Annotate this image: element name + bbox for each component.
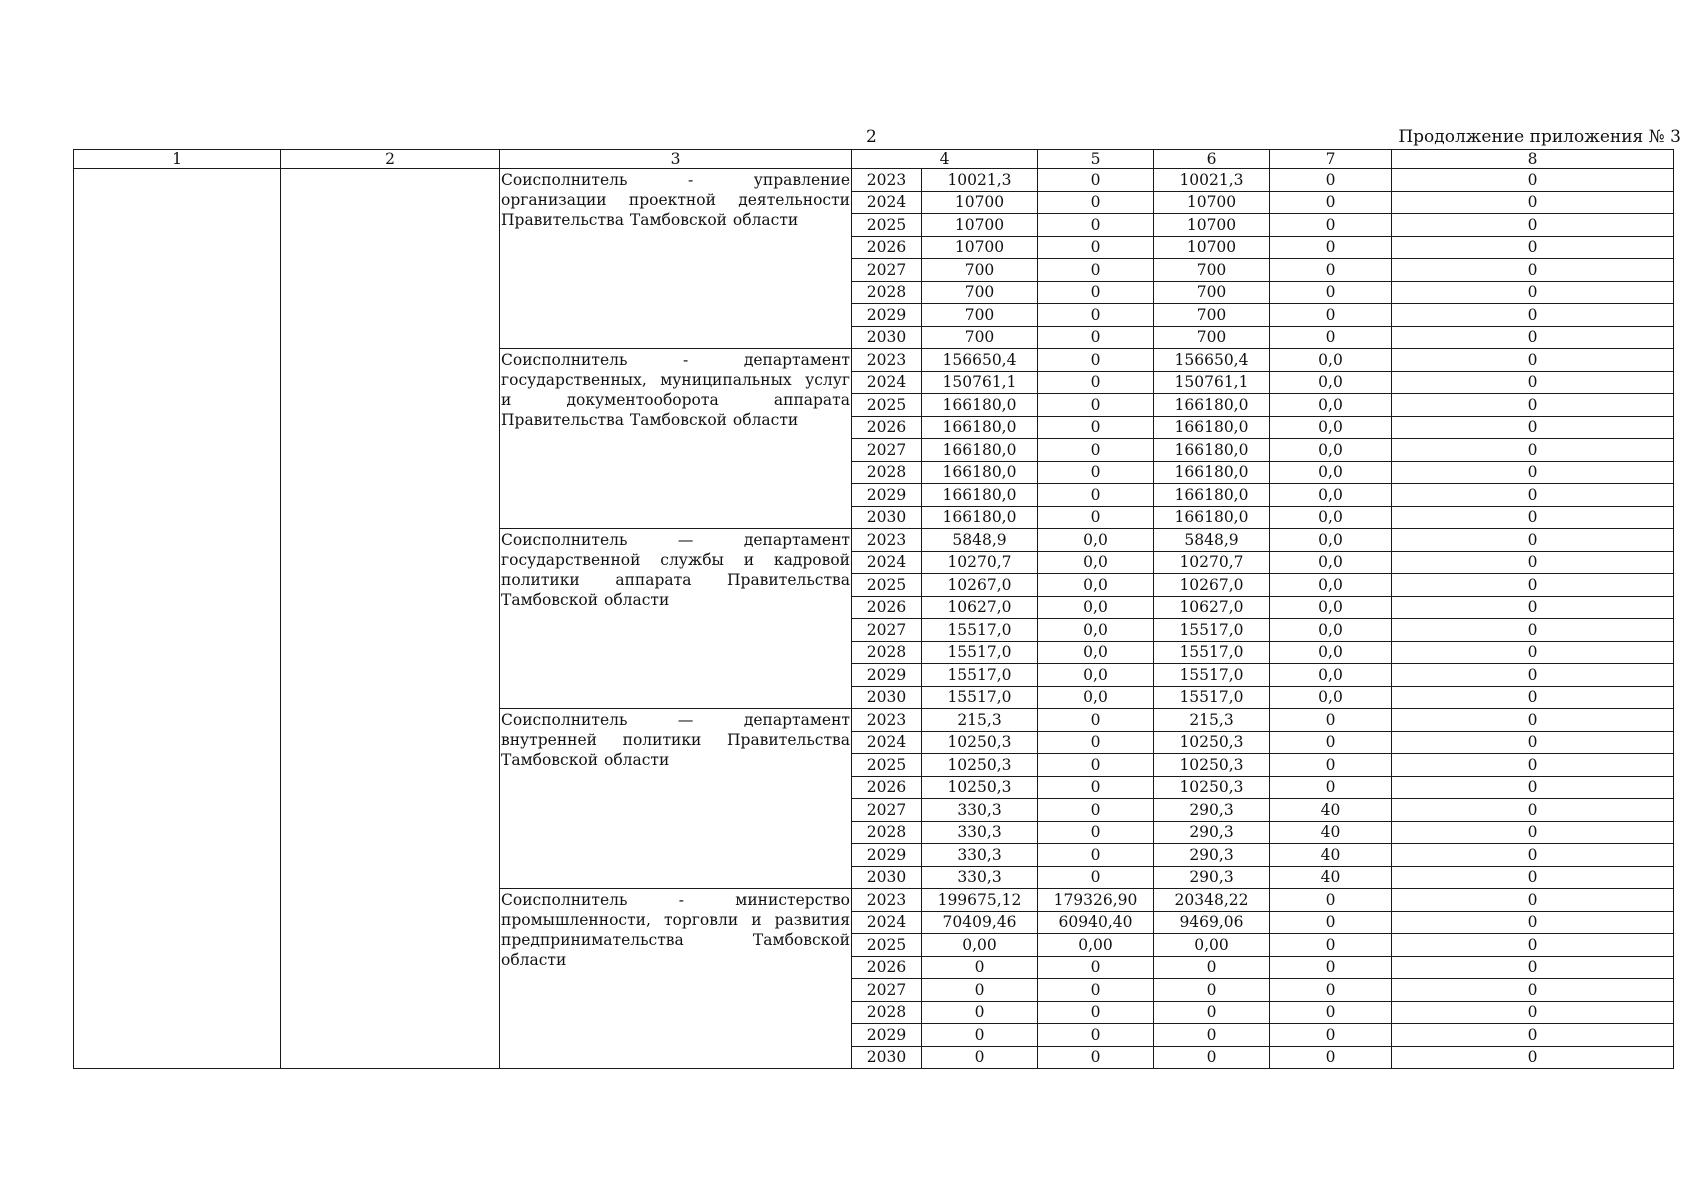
- federal-budget-cell: 60940,40: [1038, 911, 1154, 934]
- year-cell: 2025: [852, 394, 922, 417]
- federal-budget-cell: 0: [1038, 349, 1154, 372]
- federal-budget-cell: 0: [1038, 1001, 1154, 1024]
- local-budget-cell: 0,0: [1270, 664, 1392, 687]
- extrabudgetary-cell: 0: [1392, 754, 1674, 777]
- local-budget-cell: 40: [1270, 799, 1392, 822]
- total-cell: 5848,9: [922, 529, 1038, 552]
- federal-budget-cell: 0: [1038, 236, 1154, 259]
- regional-budget-cell: 290,3: [1154, 866, 1270, 889]
- federal-budget-cell: 0: [1038, 754, 1154, 777]
- local-budget-cell: 0,0: [1270, 574, 1392, 597]
- funding-table: [73, 149, 1674, 1069]
- year-cell: 2026: [852, 416, 922, 439]
- federal-budget-cell: 0: [1038, 394, 1154, 417]
- regional-budget-cell: 215,3: [1154, 709, 1270, 732]
- total-cell: 0: [922, 1024, 1038, 1047]
- year-cell: 2030: [852, 686, 922, 709]
- extrabudgetary-cell: 0: [1392, 169, 1674, 192]
- extrabudgetary-cell: 0: [1392, 709, 1674, 732]
- federal-budget-cell: 0: [1038, 956, 1154, 979]
- column-1-cell: [74, 169, 281, 1069]
- total-cell: 330,3: [922, 799, 1038, 822]
- local-budget-cell: 0: [1270, 889, 1392, 912]
- year-cell: 2023: [852, 889, 922, 912]
- extrabudgetary-cell: 0: [1392, 641, 1674, 664]
- local-budget-cell: 0,0: [1270, 619, 1392, 642]
- local-budget-cell: 0: [1270, 169, 1392, 192]
- regional-budget-cell: 0: [1154, 956, 1270, 979]
- year-cell: 2023: [852, 709, 922, 732]
- extrabudgetary-cell: 0: [1392, 776, 1674, 799]
- regional-budget-cell: 9469,06: [1154, 911, 1270, 934]
- regional-budget-cell: 10700: [1154, 191, 1270, 214]
- local-budget-cell: 0,0: [1270, 686, 1392, 709]
- total-cell: 700: [922, 259, 1038, 282]
- federal-budget-cell: 0: [1038, 799, 1154, 822]
- federal-budget-cell: 0,0: [1038, 574, 1154, 597]
- year-cell: 2025: [852, 934, 922, 957]
- regional-budget-cell: 15517,0: [1154, 619, 1270, 642]
- local-budget-cell: 0: [1270, 754, 1392, 777]
- regional-budget-cell: 290,3: [1154, 799, 1270, 822]
- total-cell: 0,00: [922, 934, 1038, 957]
- table-header: [74, 150, 1674, 169]
- local-budget-cell: 0: [1270, 1024, 1392, 1047]
- regional-budget-cell: 166180,0: [1154, 506, 1270, 529]
- federal-budget-cell: 0: [1038, 821, 1154, 844]
- table-row: [74, 169, 1674, 192]
- local-budget-cell: 0: [1270, 731, 1392, 754]
- year-cell: 2028: [852, 641, 922, 664]
- local-budget-cell: 0: [1270, 979, 1392, 1002]
- total-cell: 700: [922, 281, 1038, 304]
- federal-budget-cell: 0: [1038, 169, 1154, 192]
- local-budget-cell: 0,0: [1270, 596, 1392, 619]
- extrabudgetary-cell: 0: [1392, 349, 1674, 372]
- total-cell: 0: [922, 979, 1038, 1002]
- extrabudgetary-cell: 0: [1392, 529, 1674, 552]
- extrabudgetary-cell: 0: [1392, 731, 1674, 754]
- total-cell: 15517,0: [922, 641, 1038, 664]
- extrabudgetary-cell: 0: [1392, 979, 1674, 1002]
- extrabudgetary-cell: 0: [1392, 236, 1674, 259]
- extrabudgetary-cell: 0: [1392, 394, 1674, 417]
- regional-budget-cell: 0: [1154, 1046, 1270, 1069]
- year-cell: 2023: [852, 349, 922, 372]
- local-budget-cell: 0,0: [1270, 641, 1392, 664]
- year-cell: 2028: [852, 1001, 922, 1024]
- federal-budget-cell: 0: [1038, 326, 1154, 349]
- extrabudgetary-cell: 0: [1392, 574, 1674, 597]
- extrabudgetary-cell: 0: [1392, 619, 1674, 642]
- year-cell: 2023: [852, 529, 922, 552]
- regional-budget-cell: 700: [1154, 259, 1270, 282]
- regional-budget-cell: 10700: [1154, 236, 1270, 259]
- year-cell: 2025: [852, 574, 922, 597]
- total-cell: 10021,3: [922, 169, 1038, 192]
- page-number: 2: [866, 127, 877, 147]
- federal-budget-cell: 179326,90: [1038, 889, 1154, 912]
- extrabudgetary-cell: 0: [1392, 821, 1674, 844]
- year-cell: 2026: [852, 236, 922, 259]
- federal-budget-cell: 0,0: [1038, 619, 1154, 642]
- total-cell: 700: [922, 304, 1038, 327]
- co-executor-description: Соисполнитель — департамент внутренней политики Правительства Тамбовской области: [500, 709, 852, 889]
- total-cell: 10700: [922, 191, 1038, 214]
- column-number-5: 5: [1038, 150, 1154, 169]
- local-budget-cell: 0,0: [1270, 371, 1392, 394]
- extrabudgetary-cell: 0: [1392, 934, 1674, 957]
- regional-budget-cell: 290,3: [1154, 844, 1270, 867]
- total-cell: 10700: [922, 236, 1038, 259]
- year-cell: 2030: [852, 1046, 922, 1069]
- federal-budget-cell: 0: [1038, 461, 1154, 484]
- extrabudgetary-cell: 0: [1392, 214, 1674, 237]
- appendix-continuation-label: Продолжение приложения № 3: [1398, 127, 1681, 147]
- regional-budget-cell: 10021,3: [1154, 169, 1270, 192]
- federal-budget-cell: 0: [1038, 304, 1154, 327]
- column-number-3: 3: [500, 150, 852, 169]
- local-budget-cell: 0: [1270, 956, 1392, 979]
- year-cell: 2030: [852, 326, 922, 349]
- regional-budget-cell: 15517,0: [1154, 641, 1270, 664]
- extrabudgetary-cell: 0: [1392, 191, 1674, 214]
- regional-budget-cell: 10627,0: [1154, 596, 1270, 619]
- year-cell: 2030: [852, 866, 922, 889]
- extrabudgetary-cell: 0: [1392, 889, 1674, 912]
- total-cell: 166180,0: [922, 461, 1038, 484]
- extrabudgetary-cell: 0: [1392, 281, 1674, 304]
- extrabudgetary-cell: 0: [1392, 371, 1674, 394]
- local-budget-cell: 0: [1270, 304, 1392, 327]
- extrabudgetary-cell: 0: [1392, 259, 1674, 282]
- year-cell: 2030: [852, 506, 922, 529]
- year-cell: 2029: [852, 304, 922, 327]
- federal-budget-cell: 0,0: [1038, 664, 1154, 687]
- year-cell: 2027: [852, 799, 922, 822]
- total-cell: 215,3: [922, 709, 1038, 732]
- regional-budget-cell: 166180,0: [1154, 394, 1270, 417]
- local-budget-cell: 0,0: [1270, 439, 1392, 462]
- total-cell: 10267,0: [922, 574, 1038, 597]
- total-cell: 10700: [922, 214, 1038, 237]
- column-number-8: 8: [1392, 150, 1674, 169]
- federal-budget-cell: 0: [1038, 776, 1154, 799]
- local-budget-cell: 40: [1270, 844, 1392, 867]
- regional-budget-cell: 0,00: [1154, 934, 1270, 957]
- federal-budget-cell: 0,00: [1038, 934, 1154, 957]
- year-cell: 2029: [852, 484, 922, 507]
- year-cell: 2029: [852, 664, 922, 687]
- total-cell: 150761,1: [922, 371, 1038, 394]
- local-budget-cell: 0: [1270, 1001, 1392, 1024]
- extrabudgetary-cell: 0: [1392, 1046, 1674, 1069]
- regional-budget-cell: 0: [1154, 979, 1270, 1002]
- regional-budget-cell: 15517,0: [1154, 686, 1270, 709]
- year-cell: 2024: [852, 911, 922, 934]
- extrabudgetary-cell: 0: [1392, 956, 1674, 979]
- year-cell: 2024: [852, 371, 922, 394]
- regional-budget-cell: 166180,0: [1154, 484, 1270, 507]
- regional-budget-cell: 700: [1154, 281, 1270, 304]
- local-budget-cell: 0,0: [1270, 349, 1392, 372]
- federal-budget-cell: 0: [1038, 281, 1154, 304]
- column-number-row: [74, 150, 1674, 169]
- local-budget-cell: 0,0: [1270, 551, 1392, 574]
- extrabudgetary-cell: 0: [1392, 304, 1674, 327]
- total-cell: 0: [922, 1046, 1038, 1069]
- local-budget-cell: 0,0: [1270, 529, 1392, 552]
- local-budget-cell: 0,0: [1270, 394, 1392, 417]
- regional-budget-cell: 20348,22: [1154, 889, 1270, 912]
- regional-budget-cell: 150761,1: [1154, 371, 1270, 394]
- year-cell: 2023: [852, 169, 922, 192]
- local-budget-cell: 0,0: [1270, 416, 1392, 439]
- local-budget-cell: 0,0: [1270, 506, 1392, 529]
- extrabudgetary-cell: 0: [1392, 326, 1674, 349]
- federal-budget-cell: 0: [1038, 214, 1154, 237]
- local-budget-cell: 0,0: [1270, 484, 1392, 507]
- total-cell: 166180,0: [922, 416, 1038, 439]
- regional-budget-cell: 166180,0: [1154, 439, 1270, 462]
- local-budget-cell: 0: [1270, 191, 1392, 214]
- column-2-cell: [281, 169, 500, 1069]
- extrabudgetary-cell: 0: [1392, 484, 1674, 507]
- local-budget-cell: 0: [1270, 326, 1392, 349]
- regional-budget-cell: 0: [1154, 1001, 1270, 1024]
- column-number-7: 7: [1270, 150, 1392, 169]
- year-cell: 2025: [852, 214, 922, 237]
- extrabudgetary-cell: 0: [1392, 911, 1674, 934]
- federal-budget-cell: 0,0: [1038, 551, 1154, 574]
- federal-budget-cell: 0,0: [1038, 596, 1154, 619]
- extrabudgetary-cell: 0: [1392, 844, 1674, 867]
- co-executor-description: Соисполнитель - управление организации проектной деятельности Правительства Тамбовской области: [500, 169, 852, 349]
- local-budget-cell: 40: [1270, 821, 1392, 844]
- federal-budget-cell: 0: [1038, 709, 1154, 732]
- total-cell: 166180,0: [922, 394, 1038, 417]
- regional-budget-cell: 10267,0: [1154, 574, 1270, 597]
- local-budget-cell: 0: [1270, 281, 1392, 304]
- federal-budget-cell: 0: [1038, 416, 1154, 439]
- regional-budget-cell: 166180,0: [1154, 461, 1270, 484]
- federal-budget-cell: 0: [1038, 866, 1154, 889]
- year-cell: 2027: [852, 619, 922, 642]
- total-cell: 10250,3: [922, 731, 1038, 754]
- year-cell: 2029: [852, 1024, 922, 1047]
- federal-budget-cell: 0: [1038, 191, 1154, 214]
- total-cell: 199675,12: [922, 889, 1038, 912]
- federal-budget-cell: 0: [1038, 371, 1154, 394]
- year-cell: 2027: [852, 979, 922, 1002]
- regional-budget-cell: 10250,3: [1154, 754, 1270, 777]
- year-cell: 2026: [852, 776, 922, 799]
- total-cell: 10270,7: [922, 551, 1038, 574]
- year-cell: 2026: [852, 596, 922, 619]
- regional-budget-cell: 15517,0: [1154, 664, 1270, 687]
- total-cell: 10250,3: [922, 776, 1038, 799]
- local-budget-cell: 0: [1270, 1046, 1392, 1069]
- column-number-4: 4: [852, 150, 1038, 169]
- total-cell: 15517,0: [922, 664, 1038, 687]
- extrabudgetary-cell: 0: [1392, 866, 1674, 889]
- federal-budget-cell: 0: [1038, 979, 1154, 1002]
- local-budget-cell: 40: [1270, 866, 1392, 889]
- federal-budget-cell: 0,0: [1038, 686, 1154, 709]
- year-cell: 2024: [852, 551, 922, 574]
- total-cell: 0: [922, 1001, 1038, 1024]
- extrabudgetary-cell: 0: [1392, 506, 1674, 529]
- extrabudgetary-cell: 0: [1392, 461, 1674, 484]
- column-number-1: 1: [74, 150, 281, 169]
- federal-budget-cell: 0,0: [1038, 641, 1154, 664]
- total-cell: 10250,3: [922, 754, 1038, 777]
- extrabudgetary-cell: 0: [1392, 686, 1674, 709]
- federal-budget-cell: 0: [1038, 506, 1154, 529]
- local-budget-cell: 0,0: [1270, 461, 1392, 484]
- year-cell: 2028: [852, 821, 922, 844]
- federal-budget-cell: 0: [1038, 439, 1154, 462]
- regional-budget-cell: 700: [1154, 304, 1270, 327]
- total-cell: 700: [922, 326, 1038, 349]
- extrabudgetary-cell: 0: [1392, 596, 1674, 619]
- local-budget-cell: 0: [1270, 236, 1392, 259]
- total-cell: 10627,0: [922, 596, 1038, 619]
- year-cell: 2024: [852, 731, 922, 754]
- regional-budget-cell: 5848,9: [1154, 529, 1270, 552]
- regional-budget-cell: 10700: [1154, 214, 1270, 237]
- total-cell: 166180,0: [922, 484, 1038, 507]
- table-body: [74, 169, 1674, 1069]
- co-executor-description: Соисполнитель - министерство промышленности, торговли и развития предпринимательства Тамбовской области: [500, 889, 852, 1069]
- co-executor-description: Соисполнитель — департамент государственной службы и кадровой политики аппарата Правительства Тамбовской области: [500, 529, 852, 709]
- regional-budget-cell: 0: [1154, 1024, 1270, 1047]
- year-cell: 2026: [852, 956, 922, 979]
- regional-budget-cell: 156650,4: [1154, 349, 1270, 372]
- total-cell: 0: [922, 956, 1038, 979]
- co-executor-description: Соисполнитель - департамент государственных, муниципальных услуг и документооборота аппарата Правительства Тамбовской области: [500, 349, 852, 529]
- local-budget-cell: 0: [1270, 709, 1392, 732]
- federal-budget-cell: 0: [1038, 844, 1154, 867]
- regional-budget-cell: 290,3: [1154, 821, 1270, 844]
- regional-budget-cell: 10250,3: [1154, 731, 1270, 754]
- year-cell: 2024: [852, 191, 922, 214]
- federal-budget-cell: 0: [1038, 731, 1154, 754]
- total-cell: 15517,0: [922, 619, 1038, 642]
- year-cell: 2027: [852, 259, 922, 282]
- regional-budget-cell: 10250,3: [1154, 776, 1270, 799]
- year-cell: 2025: [852, 754, 922, 777]
- local-budget-cell: 0: [1270, 776, 1392, 799]
- extrabudgetary-cell: 0: [1392, 799, 1674, 822]
- extrabudgetary-cell: 0: [1392, 1001, 1674, 1024]
- extrabudgetary-cell: 0: [1392, 1024, 1674, 1047]
- local-budget-cell: 0: [1270, 214, 1392, 237]
- total-cell: 330,3: [922, 821, 1038, 844]
- local-budget-cell: 0: [1270, 259, 1392, 282]
- extrabudgetary-cell: 0: [1392, 551, 1674, 574]
- regional-budget-cell: 700: [1154, 326, 1270, 349]
- federal-budget-cell: 0: [1038, 1024, 1154, 1047]
- local-budget-cell: 0: [1270, 934, 1392, 957]
- year-cell: 2028: [852, 281, 922, 304]
- year-cell: 2029: [852, 844, 922, 867]
- total-cell: 166180,0: [922, 439, 1038, 462]
- year-cell: 2028: [852, 461, 922, 484]
- regional-budget-cell: 166180,0: [1154, 416, 1270, 439]
- column-number-2: 2: [281, 150, 500, 169]
- total-cell: 330,3: [922, 866, 1038, 889]
- total-cell: 15517,0: [922, 686, 1038, 709]
- local-budget-cell: 0: [1270, 911, 1392, 934]
- year-cell: 2027: [852, 439, 922, 462]
- total-cell: 156650,4: [922, 349, 1038, 372]
- total-cell: 330,3: [922, 844, 1038, 867]
- extrabudgetary-cell: 0: [1392, 664, 1674, 687]
- federal-budget-cell: 0,0: [1038, 529, 1154, 552]
- federal-budget-cell: 0: [1038, 1046, 1154, 1069]
- regional-budget-cell: 10270,7: [1154, 551, 1270, 574]
- extrabudgetary-cell: 0: [1392, 416, 1674, 439]
- total-cell: 70409,46: [922, 911, 1038, 934]
- federal-budget-cell: 0: [1038, 259, 1154, 282]
- column-number-6: 6: [1154, 150, 1270, 169]
- federal-budget-cell: 0: [1038, 484, 1154, 507]
- total-cell: 166180,0: [922, 506, 1038, 529]
- extrabudgetary-cell: 0: [1392, 439, 1674, 462]
